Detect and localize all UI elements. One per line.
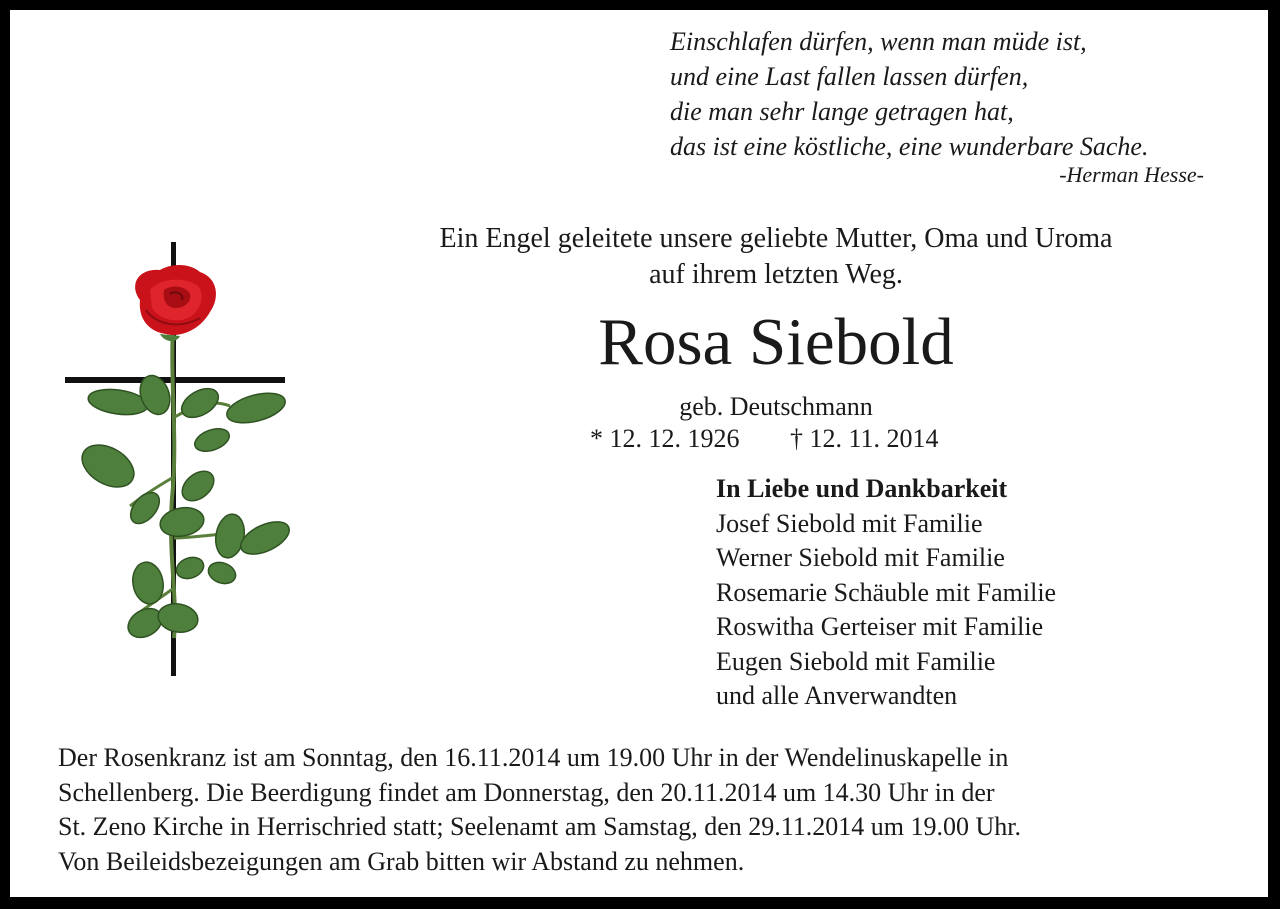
mourner-entry: Werner Siebold mit Familie <box>716 543 1005 572</box>
quote-line: das ist eine köstliche, eine wunderbare Sache. <box>670 132 1149 161</box>
mourner-entry: und alle Anverwandten <box>716 681 958 710</box>
notice-line: Von Beileidsbezeigungen am Grab bitten wir Abstand zu nehmen. <box>58 846 745 876</box>
intro-line: Ein Engel geleitete unsere geliebte Mutter, Oma und Uroma <box>439 223 1113 254</box>
deceased-name: Rosa Siebold <box>598 305 954 379</box>
rose-cross-icon <box>60 238 300 680</box>
intro-line: auf ihrem letzten Weg. <box>649 259 903 290</box>
maiden-name: geb. Deutschmann <box>679 392 873 421</box>
quote-line: die man sehr lange getragen hat, <box>670 97 1014 126</box>
funeral-details <box>58 741 1248 879</box>
mourner-entry: Eugen Siebold mit Familie <box>716 646 996 676</box>
mourner-entry: Roswitha Gerteiser mit Familie <box>716 612 1044 641</box>
notice-line: Der Rosenkranz ist am Sonntag, den 16.11.2014 um 19.00 Uhr in der Wendelinuskapelle in <box>58 743 1009 772</box>
poem-quote <box>670 24 1230 164</box>
quote-author: -Herman Hesse- <box>1059 162 1204 187</box>
birth-date: * 12. 12. 1926 <box>590 424 740 453</box>
mourner-entry: Rosemarie Schäuble mit Familie <box>716 577 1057 607</box>
notice-line: Schellenberg. Die Beerdigung findet am Donnerstag, den 20.11.2014 um 14.30 Uhr in der <box>58 777 995 807</box>
death-date: † 12. 11. 2014 <box>790 424 939 453</box>
quote-line: Einschlafen dürfen, wenn man müde ist, <box>670 27 1087 56</box>
mourners-heading: In Liebe und Dankbarkeit <box>716 474 1008 503</box>
intro-text <box>350 221 1202 293</box>
notice-line: St. Zeno Kirche in Herrischried statt; Seelenamt am Samstag, den 29.11.2014 um 19.00 Uhr. <box>58 812 1022 841</box>
quote-line: und eine Last fallen lassen dürfen, <box>670 62 1029 91</box>
mourners-list <box>716 472 1216 714</box>
mourner-entry: Josef Siebold mit Familie <box>716 508 983 538</box>
